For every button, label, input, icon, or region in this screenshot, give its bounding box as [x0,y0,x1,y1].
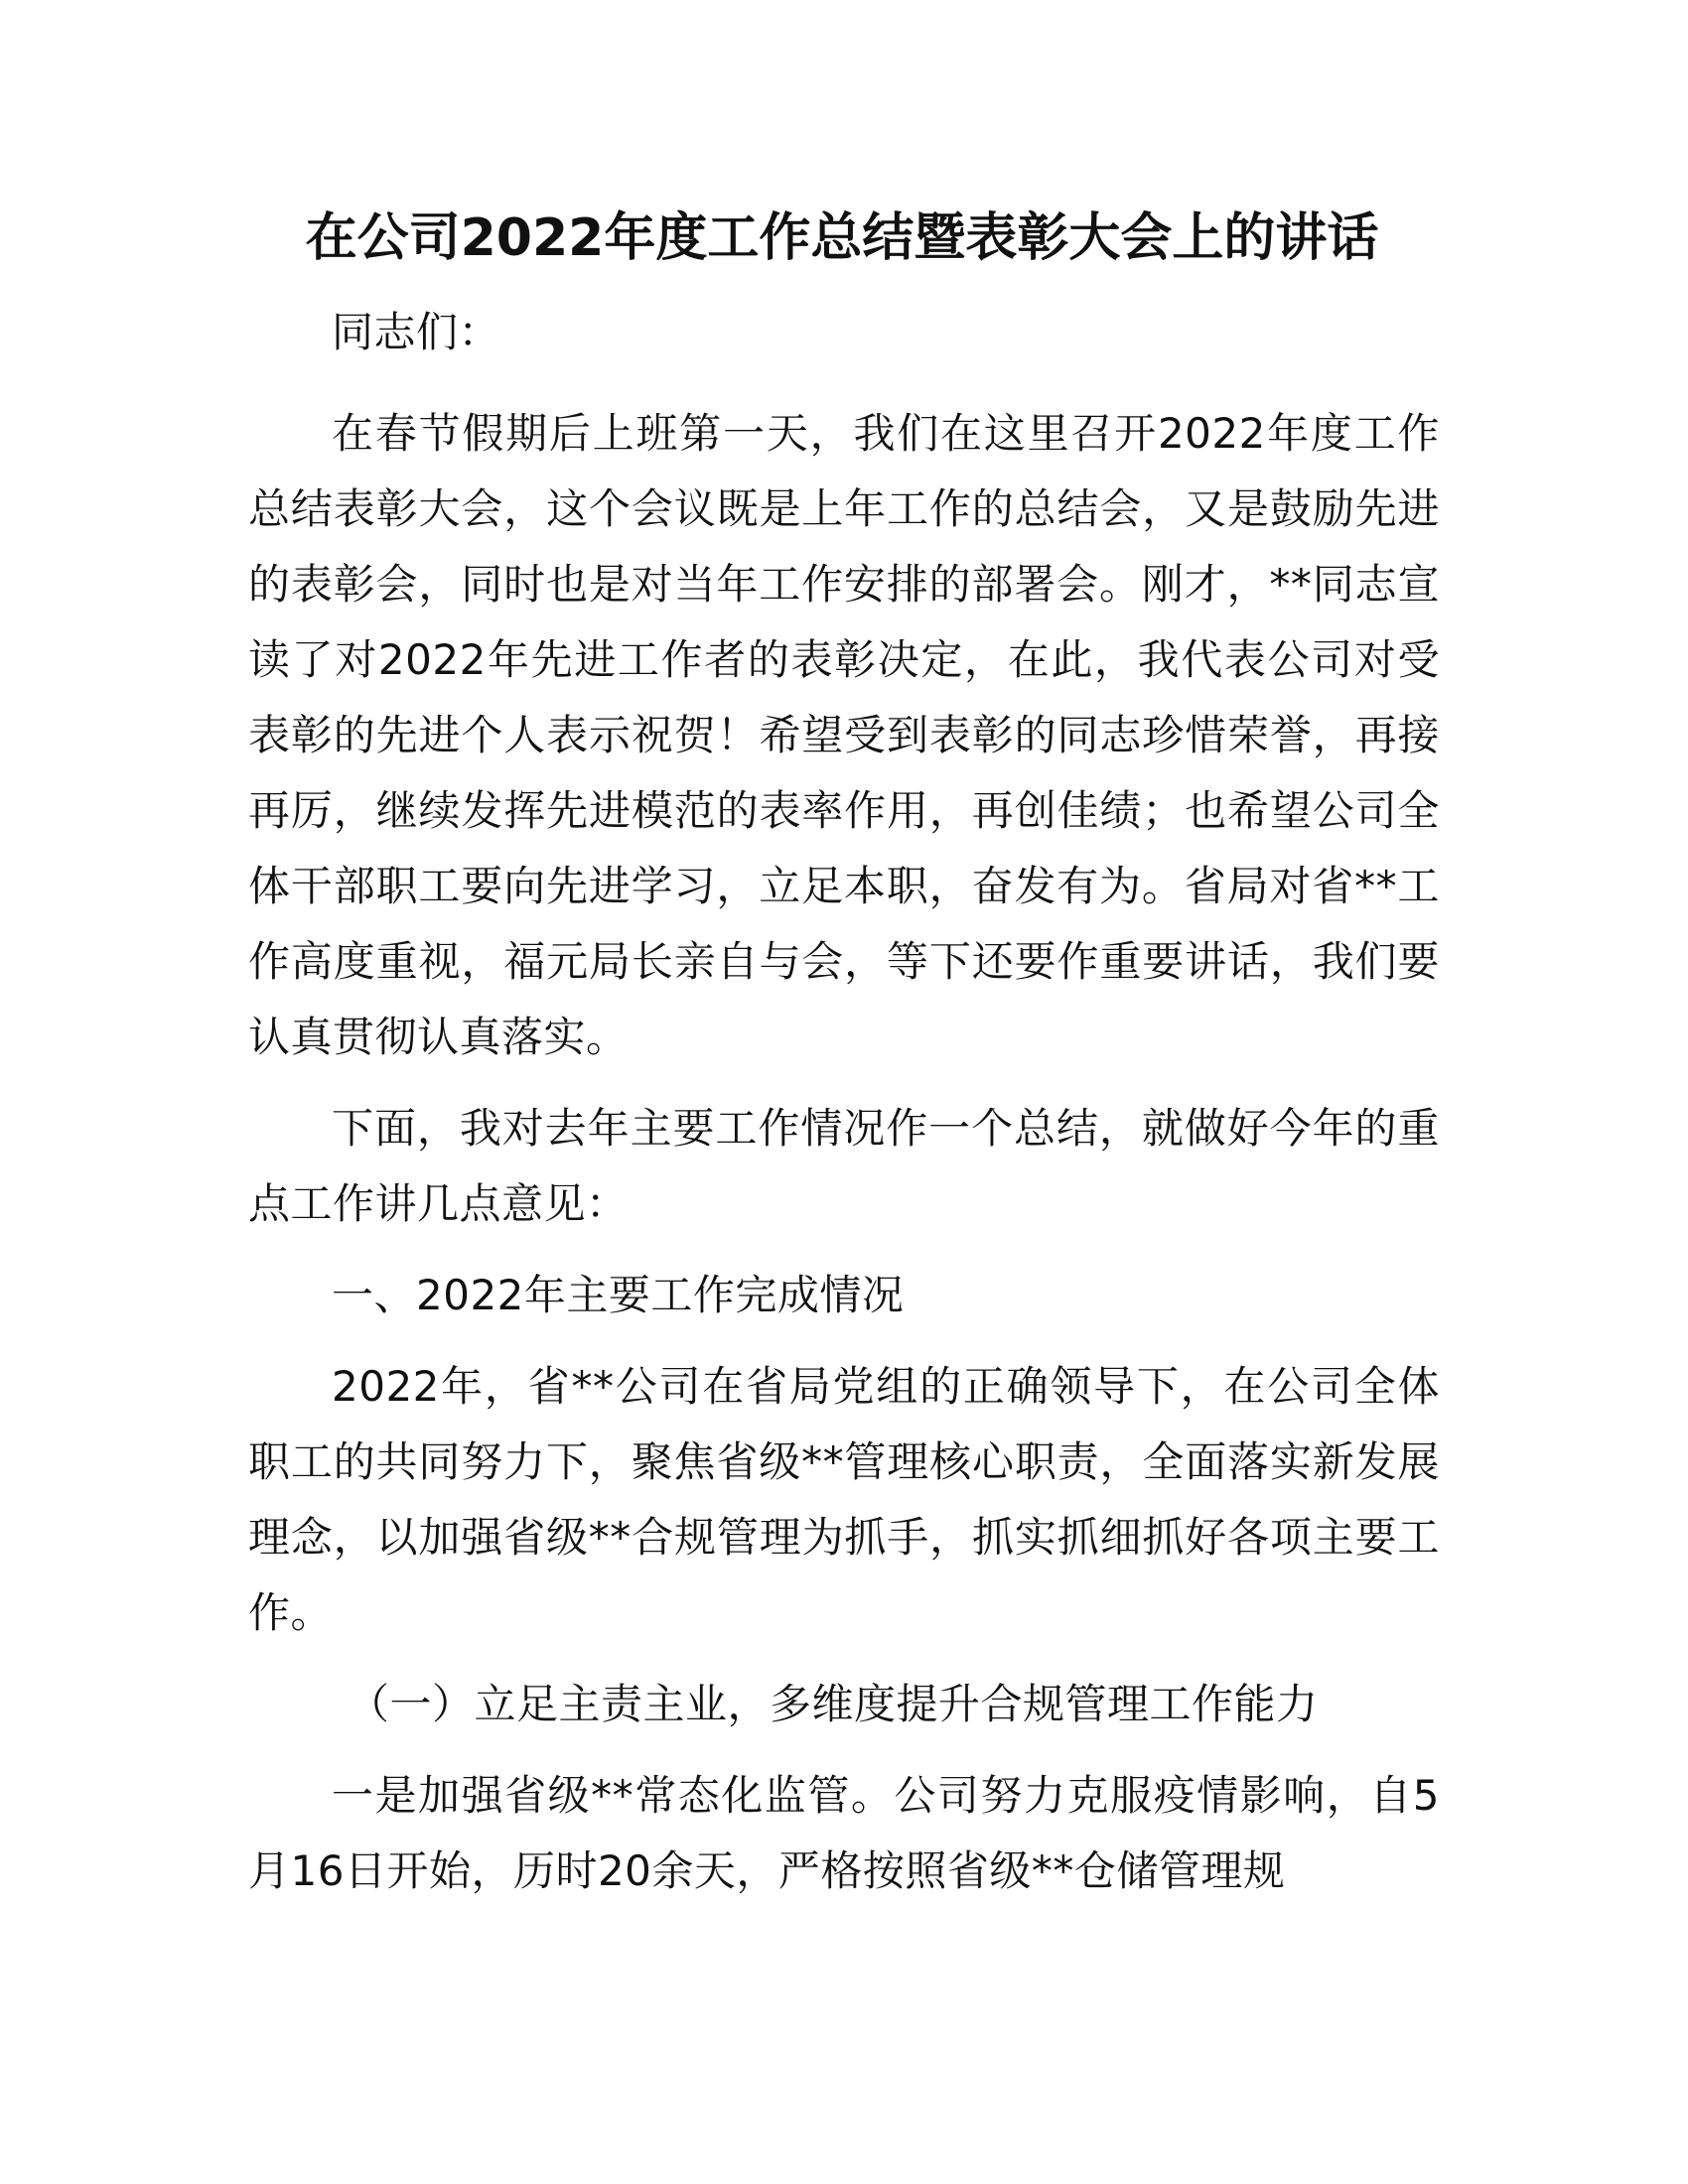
document-page [248,194,1440,1925]
section-paragraph: 2022年，省**公司在省局党组的正确领导下，在公司全体职工的共同努力下，聚焦省级**管理核心职责，全面落实新发展理念，以加强省级**合规管理为抓手，抓实抓细抓好各项主要工作。 [248,1362,1440,1637]
document-title: 在公司2022年度工作总结暨表彰大会上的讲话 [305,208,1379,268]
subsection-heading: （一）立足主责主业，多维度提升合规管理工作能力 [348,1680,1319,1728]
subsection-paragraph: 一是加强省级**常态化监管。公司努力克服疫情影响，自5月16日开始，历时20余天，严格按照省级**仓储管理规 [248,1771,1440,1895]
paragraph-opening: 在春节假期后上班第一天，我们在这里召开2022年度工作总结表彰大会，这个会议既是上年工作的总结会，又是鼓励先进的表彰会，同时也是对当年工作安排的部署会。刚才，**同志宣读了对2022年先进工作者的表彰决定，在此，我代表公司对受表彰的先进个人表示祝贺！希望受到表彰的同志珍惜荣誉，再接再厉，继续发挥先进模范的表率作用，再创佳绩；也希望公司全体干部职工要向先进学习，立足本职，奋发有为。省局对省**工作高度重视，福元局长亲自与会，等下还要作重要讲话，我们要认真贯彻认真落实。 [248,409,1440,1061]
paragraph-outline: 下面，我对去年主要工作情况作一个总结，就做好今年的重点工作讲几点意见： [248,1104,1440,1228]
section-heading: 一、2022年主要工作完成情况 [332,1271,905,1319]
greeting: 同志们： [332,308,501,356]
